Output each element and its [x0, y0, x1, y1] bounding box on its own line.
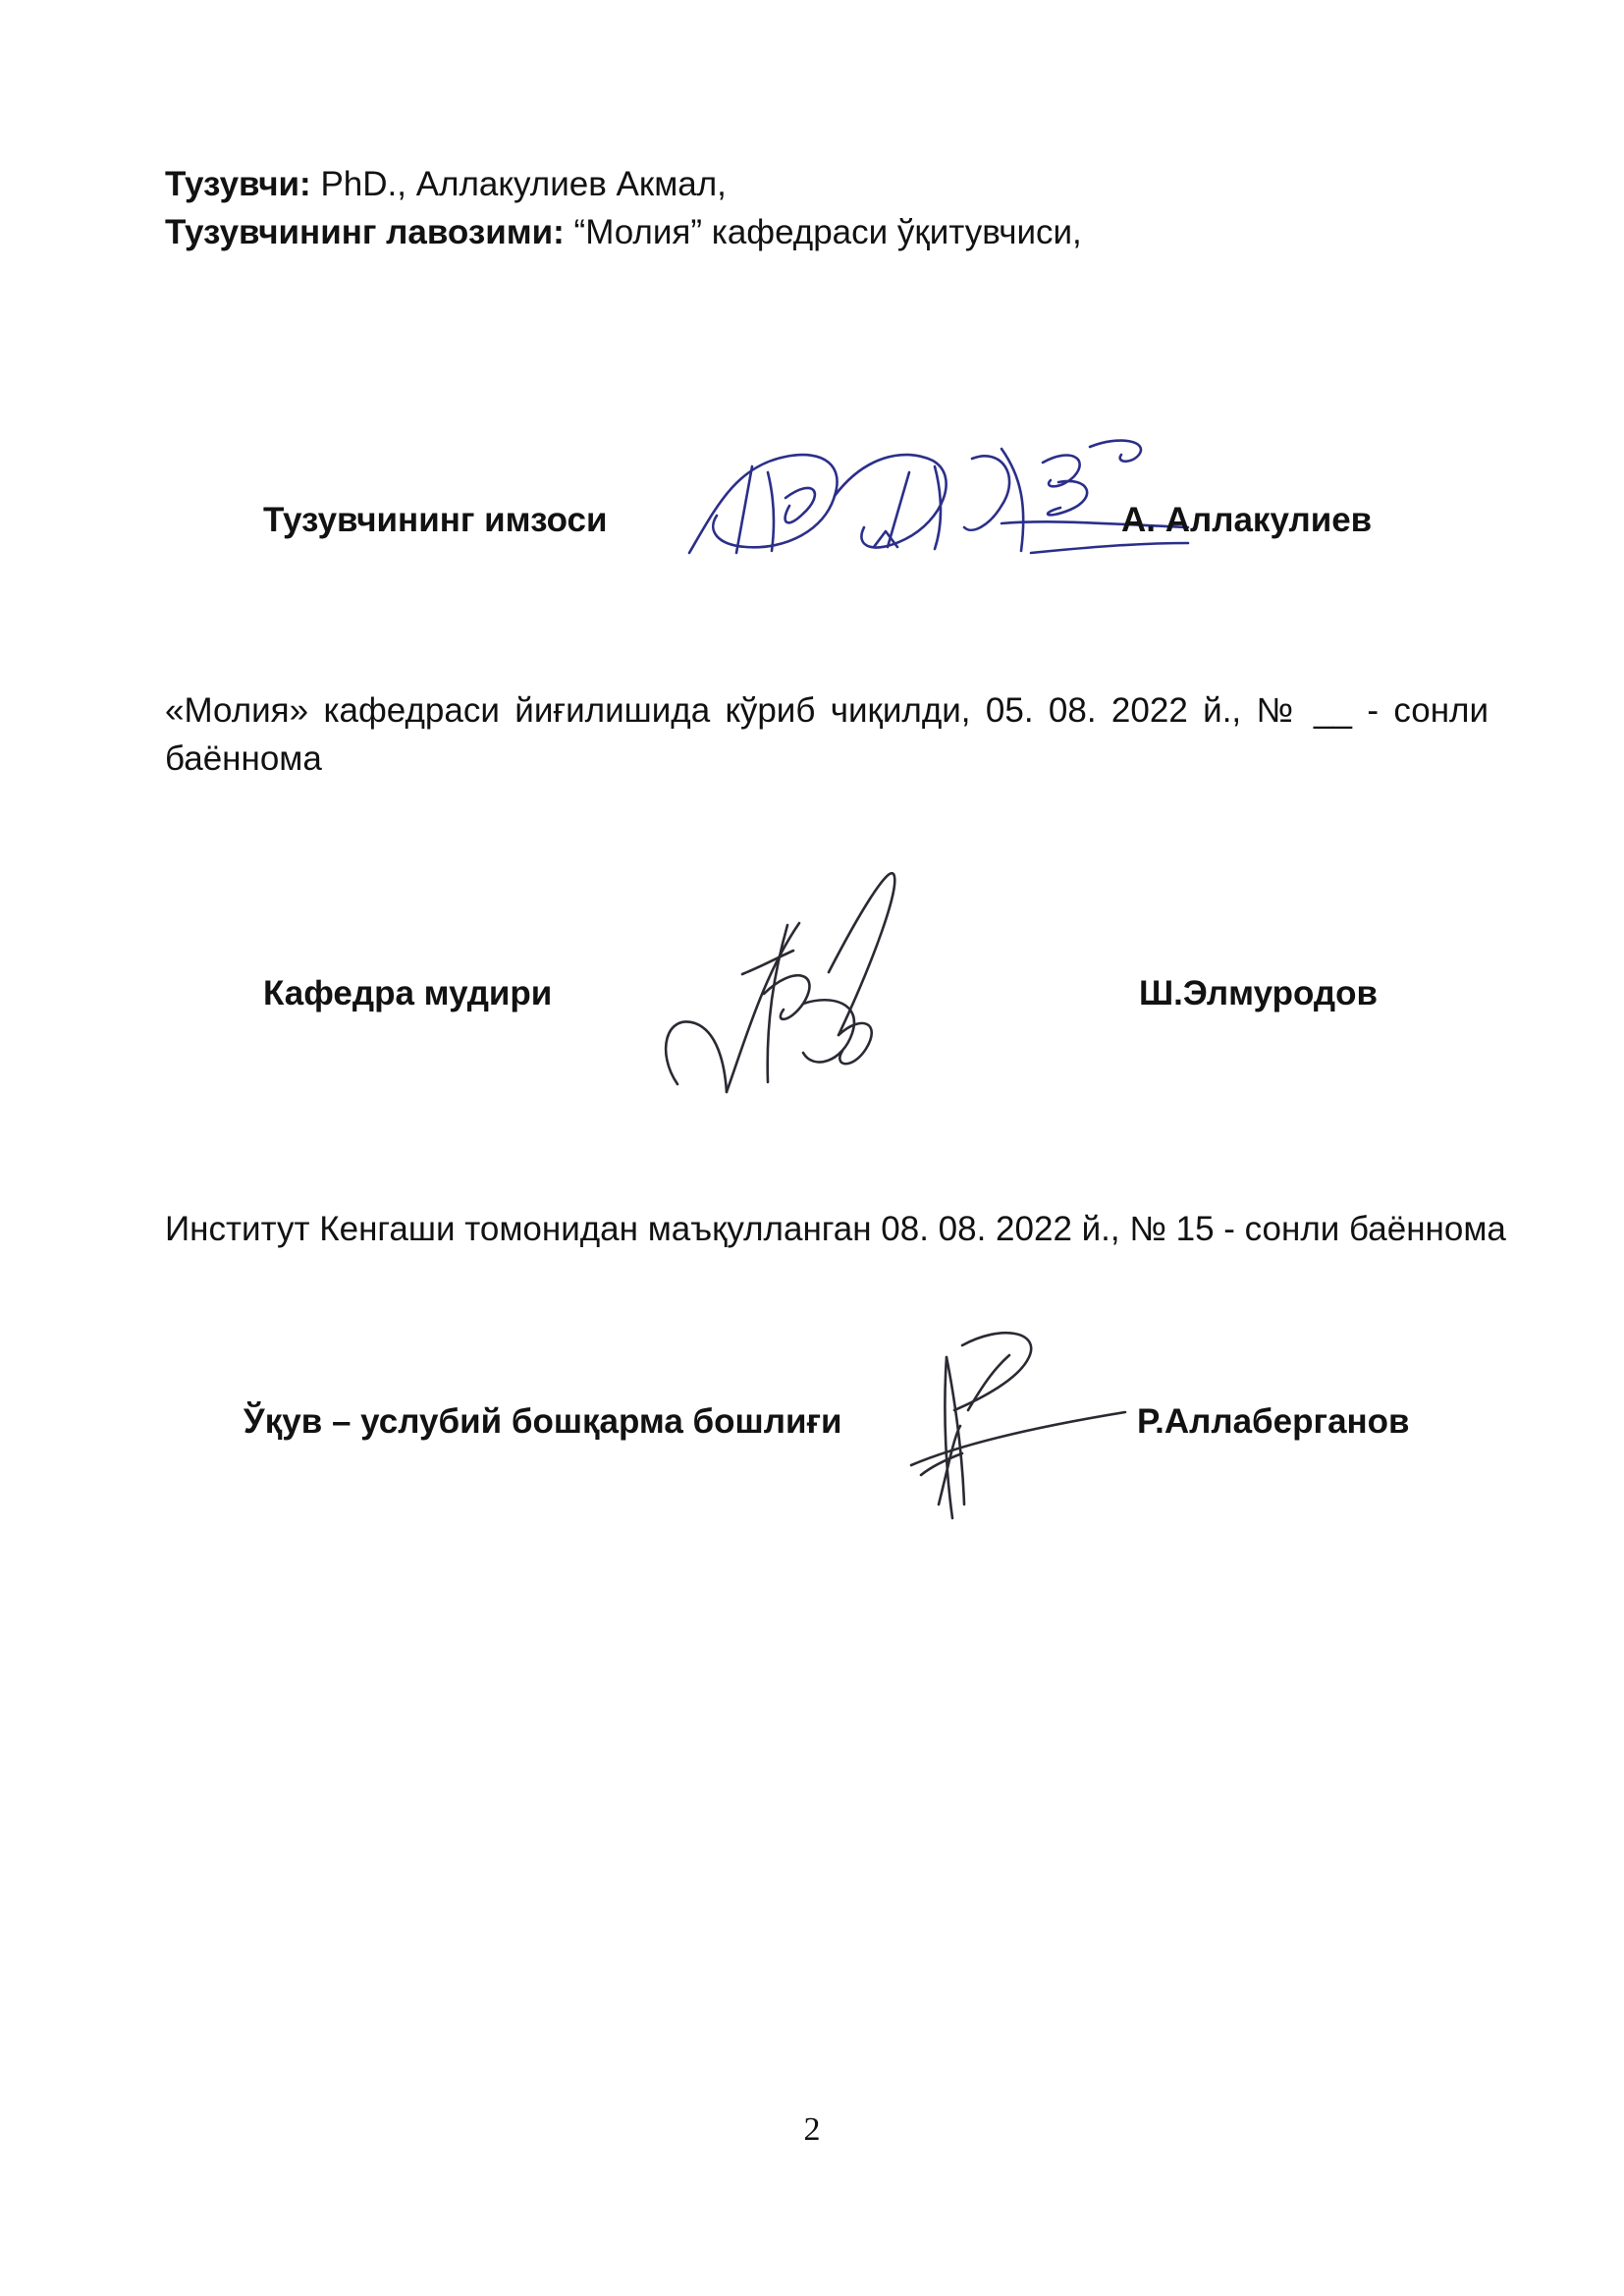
department-head-label: Кафедра мудири [263, 974, 553, 1012]
academic-head-name: Р.Аллаберганов [1137, 1402, 1410, 1441]
position-value: “Молия” кафедраси ўқитувчиси, [564, 213, 1082, 251]
author-signature-strokes [689, 441, 1188, 553]
academic-head-signature-strokes [911, 1333, 1125, 1518]
academic-head-label: Ўқув – услубий бошқарма бошлиғи [244, 1402, 842, 1441]
council-approval-text: Институт Кенгаши томонидан маъқулланган 08. 08. 2022 й., № 15 - сонли баённома [165, 1210, 1506, 1248]
department-head-signature-strokes [666, 873, 894, 1092]
department-review-line1: «Молия» кафедраси йиғилишида кўриб чиқилди, 05. 08. 2022 й., № __ - сонли [165, 691, 1489, 730]
author-label: Тузувчи: [165, 165, 311, 203]
author-signature-name: А. Аллакулиев [1121, 501, 1373, 539]
author-value: PhD., Аллакулиев Акмал, [310, 165, 727, 203]
author-signature-label: Тузувчининг имзоси [263, 501, 608, 539]
academic-head-signature-image [903, 1328, 1129, 1524]
page-number: 2 [803, 2111, 821, 2148]
author-line [165, 161, 727, 208]
department-head-name: Ш.Элмуродов [1139, 974, 1379, 1012]
department-review-line2: баённома [165, 739, 322, 778]
position-label: Тузувчининг лавозими: [165, 213, 565, 251]
department-head-signature-image [656, 856, 921, 1112]
position-line [165, 209, 1082, 256]
